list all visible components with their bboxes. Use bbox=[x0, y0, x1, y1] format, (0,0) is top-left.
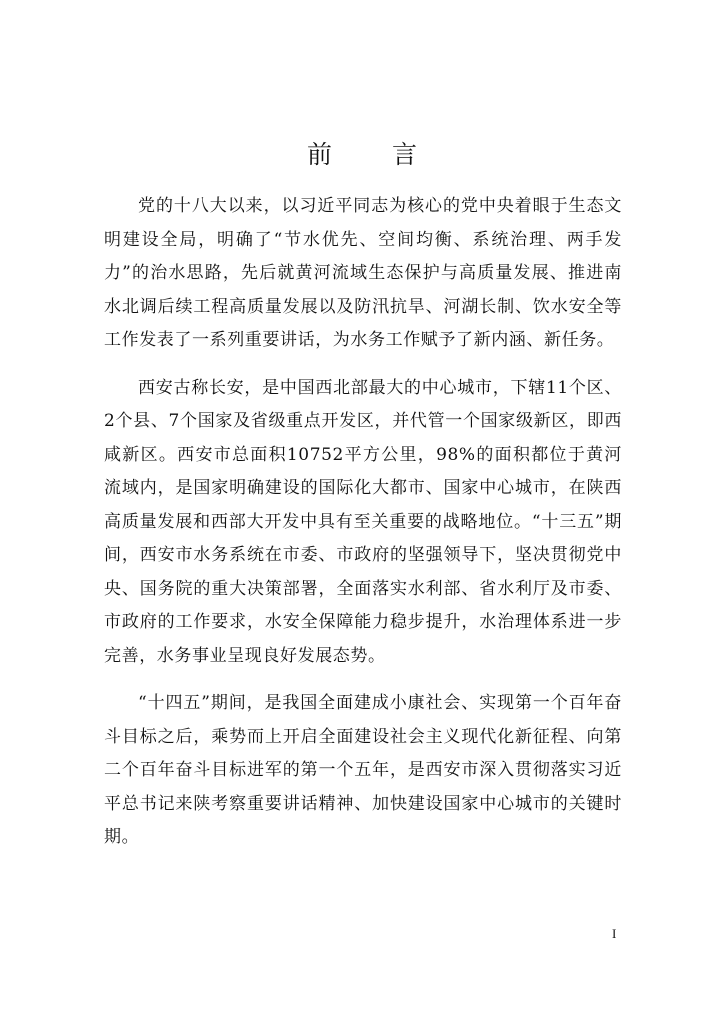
paragraph-3: “十四五”期间，是我国全面建成小康社会、实现第一个百年奋斗目标之后，乘势而上开启全面建设社会主义现代化新征程、向第二个百年奋斗目标进军的第一个五年，是西安市深入贯彻落实习近平总书记来陕考察重要讲话精神、加快建设国家中心城市的关键时期。 bbox=[104, 693, 622, 847]
page-title: 前 言 bbox=[307, 139, 443, 169]
body-text bbox=[104, 190, 622, 869]
paragraph-2: 西安古称长安，是中国西北部最大的中心城市，下辖11个区、2个县、7个国家及省级重点开发区，并代管一个国家级新区，即西咸新区。西安市总面积10752平方公里，98%的面积都位于黄河流域内，是国家明确建设的国际化大都市、国家中心城市，在陕西高质量发展和西部大开发中具有至关重要的战略地位。“十三五”期间，西安市水务系统在市委、市政府的坚强领导下，坚决贯彻党中央、国务院的重大决策部署，全面落实水利部、省水利厅及市委、市政府的工作要求，水安全保障能力稳步提升，水治理体系进一步完善，水务事业呈现良好发展态势。 bbox=[104, 377, 622, 666]
page-number: I bbox=[612, 926, 617, 941]
paragraph-1: 党的十八大以来，以习近平同志为核心的党中央着眼于生态文明建设全局，明确了“节水优先、空间均衡、系统治理、两手发力”的治水思路，先后就黄河流域生态保护与高质量发展、推进南水北调后续工程高质量发展以及防汛抗旱、河湖长制、饮水安全等工作发表了一系列重要讲话，为水务工作赋予了新内涵、新任务。 bbox=[104, 196, 622, 350]
